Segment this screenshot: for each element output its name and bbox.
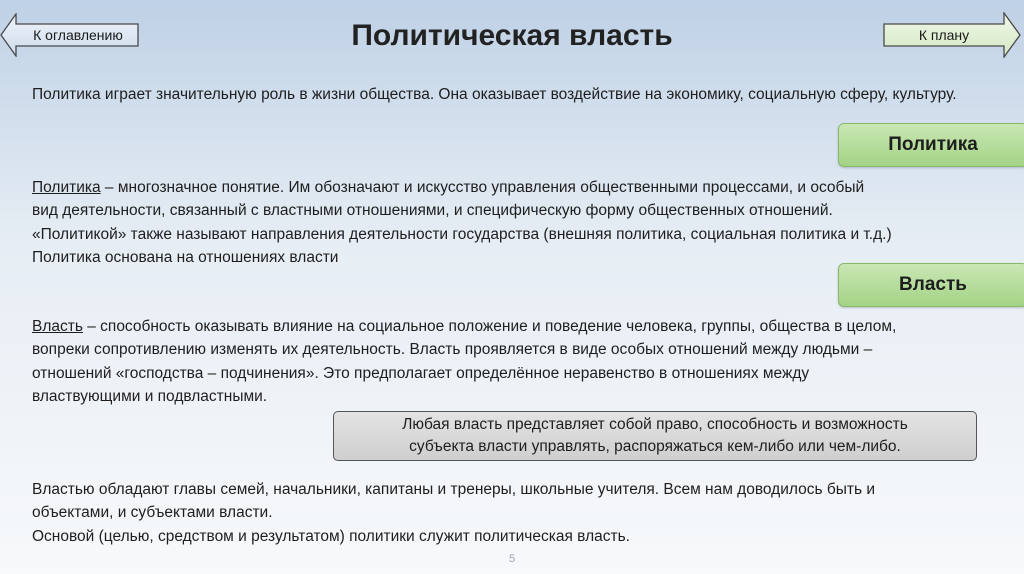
politics-def-line-2: вид деятельности, связанный с властными отношениями, и специфическую форму общественных отношений. xyxy=(32,202,833,220)
power-def-line-4: властвующими и подвластными. xyxy=(32,387,268,405)
power-badge: Власть xyxy=(838,263,1024,307)
page-title: Политическая власть xyxy=(351,19,673,52)
to-plan-label: К плану xyxy=(918,27,970,43)
power-def-line-2: вопреки сопротивлению изменять их деятельность. Власть проявляется в виде особых отношений между людьми – xyxy=(32,341,873,359)
closing-line-3: Основой (целью, средством и результатом) политики служит политическая власть. xyxy=(32,527,630,545)
closing-line-1: Властью обладают главы семей, начальники, капитаны и тренеры, школьные учителя. Всем нам доводилось быть и xyxy=(32,481,876,498)
power-definition xyxy=(32,315,1012,408)
quote-line-2: субъекта власти управлять, распоряжаться кем-либо или чем-либо. xyxy=(409,438,901,455)
politics-def-line-4: Политика основана на отношениях власти xyxy=(32,248,339,266)
politics-badge: Политика xyxy=(838,123,1024,167)
power-def-line-3: отношений «господства – подчинения». Это предполагает определённое неравенство в отношениях между xyxy=(32,364,810,382)
closing-paragraph xyxy=(32,478,1012,548)
politics-definition xyxy=(32,176,1012,269)
power-quote-box xyxy=(333,411,977,461)
politics-def-line-1: – многозначное понятие. Им обозначают и искусство управления общественными процессами, и особый xyxy=(100,179,865,196)
intro-paragraph: Политика играет значительную роль в жизни общества. Она оказывает воздействие на экономику, социальную сферу, культуру. xyxy=(32,86,957,103)
back-to-contents-label: К оглавлению xyxy=(33,27,123,43)
page-number: 5 xyxy=(508,553,516,565)
power-term: Власть xyxy=(32,318,83,335)
politics-term: Политика xyxy=(32,179,101,196)
power-def-line-1: – способность оказывать влияние на социальное положение и поведение человека, группы, общества в целом, xyxy=(82,318,897,335)
closing-line-2: объектами, и субъектами власти. xyxy=(32,504,273,522)
politics-def-line-3: «Политикой» также называют направления деятельности государства (внешняя политика, социальная политика и т.д.) xyxy=(32,225,892,243)
quote-line-1: Любая власть представляет собой право, способность и возможность xyxy=(402,416,908,433)
